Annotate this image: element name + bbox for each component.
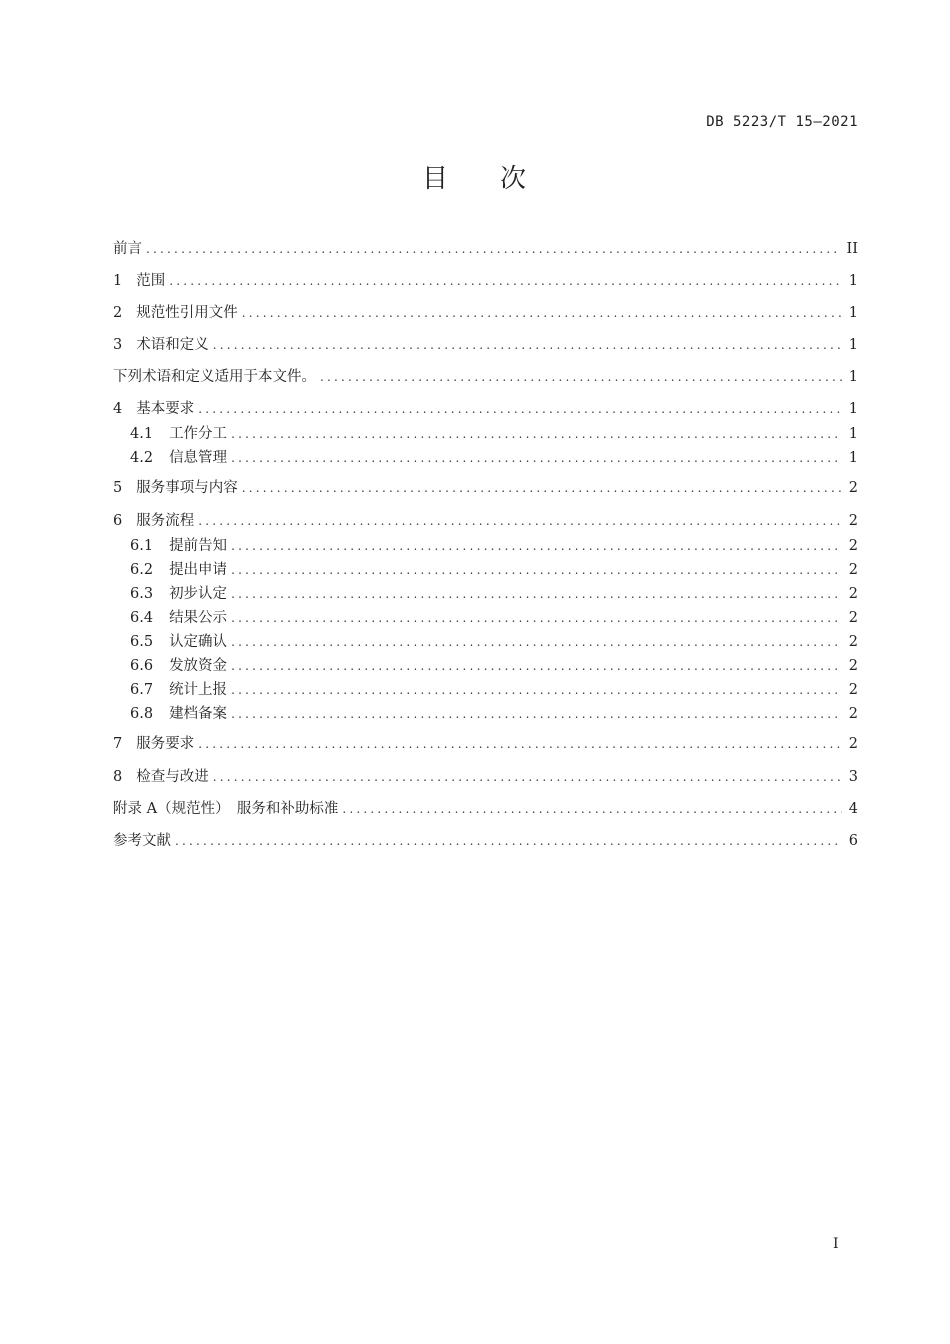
toc-entry[interactable] xyxy=(113,509,858,530)
toc-leader-dots xyxy=(146,242,841,256)
toc-entry-label: 检查与改进 xyxy=(136,769,209,785)
toc-leader-dots xyxy=(231,539,842,553)
toc-entry-page: 4 xyxy=(848,801,858,817)
toc-entry-page: 2 xyxy=(848,480,858,496)
toc-entry-page: 2 xyxy=(848,513,858,529)
toc-entry-label: 服务事项与内容 xyxy=(136,480,238,496)
toc-entry-label: 术语和定义 xyxy=(136,337,209,353)
toc-leader-dots xyxy=(231,683,842,697)
toc-entry-page: 2 xyxy=(848,562,858,578)
toc-entry-label: 发放资金 xyxy=(169,658,228,674)
toc-entry-number: 6.4 xyxy=(130,610,154,626)
toc-entry-label: 规范性引用文件 xyxy=(136,305,238,321)
toc-entry-number: 4.2 xyxy=(130,450,154,466)
toc-entry[interactable] xyxy=(113,237,858,258)
title-char-2: 次 xyxy=(500,164,529,194)
toc-entry-label: 建档备案 xyxy=(169,706,228,722)
toc-entry-page: II xyxy=(846,241,858,257)
toc-leader-dots xyxy=(231,587,842,601)
toc-entry-label: 提出申请 xyxy=(169,562,228,578)
toc-entry-number: 4 xyxy=(113,401,123,417)
toc-leader-dots xyxy=(231,659,842,673)
toc-entry-page: 2 xyxy=(848,610,858,626)
toc-entry-label: 范围 xyxy=(136,273,166,289)
toc-entry[interactable] xyxy=(113,476,858,497)
toc-leader-dots xyxy=(198,514,842,528)
toc-leader-dots xyxy=(231,635,842,649)
page-title xyxy=(0,158,950,195)
toc-entry-page: 1 xyxy=(848,401,858,417)
toc-entry-number: 6.8 xyxy=(130,706,154,722)
toc-entry[interactable] xyxy=(130,630,858,651)
toc-entry-number: 6.3 xyxy=(130,586,154,602)
toc-entry-number: 6.1 xyxy=(130,538,154,554)
toc-entry-label: 参考文献 xyxy=(113,833,171,849)
toc-entry-number: 1 xyxy=(113,273,123,289)
toc-entry[interactable] xyxy=(130,534,858,555)
toc-entry[interactable] xyxy=(113,397,858,418)
toc-entry[interactable] xyxy=(130,606,858,627)
toc-entry[interactable] xyxy=(113,333,858,354)
toc-entry-page: 1 xyxy=(848,337,858,353)
toc-leader-dots xyxy=(169,274,842,288)
toc-entry-label: 下列术语和定义适用于本文件。 xyxy=(113,369,316,385)
toc-entry-number: 8 xyxy=(113,769,123,785)
page-number: I xyxy=(833,1236,839,1252)
toc-entry-number: 4.1 xyxy=(130,426,154,442)
toc-entry[interactable] xyxy=(130,702,858,723)
toc-entry-page: 1 xyxy=(848,305,858,321)
toc-entry[interactable] xyxy=(130,678,858,699)
toc-entry-number: 2 xyxy=(113,305,123,321)
toc-entry-page: 2 xyxy=(848,634,858,650)
toc-entry-label: 统计上报 xyxy=(169,682,228,698)
toc-entry-label: 基本要求 xyxy=(136,401,195,417)
toc-entry-page: 2 xyxy=(848,706,858,722)
toc-entry-page: 1 xyxy=(848,450,858,466)
toc-entry-label: 初步认定 xyxy=(169,586,228,602)
toc-entry-label: 提前告知 xyxy=(169,538,228,554)
toc-leader-dots xyxy=(213,338,842,352)
toc-leader-dots xyxy=(175,834,842,848)
toc-entry[interactable] xyxy=(113,765,858,786)
toc-entry[interactable] xyxy=(113,269,858,290)
toc-entry[interactable] xyxy=(130,582,858,603)
toc-leader-dots xyxy=(231,451,842,465)
toc-entry-number: 7 xyxy=(113,736,123,752)
toc-entry[interactable] xyxy=(130,422,858,443)
toc-entry-page: 2 xyxy=(848,736,858,752)
title-char-1: 目 xyxy=(421,164,450,194)
toc-entry[interactable] xyxy=(113,829,858,850)
toc-entry[interactable] xyxy=(113,732,858,753)
toc-leader-dots xyxy=(213,770,842,784)
toc-leader-dots xyxy=(231,563,842,577)
toc-leader-dots xyxy=(242,306,842,320)
toc-entry-label: 工作分工 xyxy=(169,426,228,442)
toc-leader-dots xyxy=(320,370,842,384)
toc-entry-number: 3 xyxy=(113,337,123,353)
toc-entry-label: 认定确认 xyxy=(169,634,228,650)
toc-leader-dots xyxy=(198,402,842,416)
toc-entry-label: 服务流程 xyxy=(136,513,195,529)
toc-entry-page: 1 xyxy=(848,426,858,442)
toc-entry-number: 6.7 xyxy=(130,682,154,698)
toc-entry[interactable] xyxy=(130,654,858,675)
toc-entry-label: 结果公示 xyxy=(169,610,228,626)
toc-entry-label: 前言 xyxy=(113,241,142,257)
toc-entry-number: 6 xyxy=(113,513,123,529)
toc-entry-page: 1 xyxy=(848,369,858,385)
toc-entry-page: 2 xyxy=(848,538,858,554)
toc-entry-number: 6.6 xyxy=(130,658,154,674)
toc-entry-page: 2 xyxy=(848,682,858,698)
toc-leader-dots xyxy=(231,707,842,721)
toc-leader-dots xyxy=(198,737,842,751)
toc-leader-dots xyxy=(242,481,842,495)
toc-entry-page: 2 xyxy=(848,658,858,674)
toc-entry-page: 1 xyxy=(848,273,858,289)
toc-entry[interactable] xyxy=(113,301,858,322)
toc-entry-number: 5 xyxy=(113,480,123,496)
toc-entry-number: 6.5 xyxy=(130,634,154,650)
toc-leader-dots xyxy=(231,427,842,441)
toc-entry[interactable] xyxy=(113,797,858,818)
document-id: DB 5223/T 15—2021 xyxy=(706,114,858,130)
toc-entry-page: 2 xyxy=(848,586,858,602)
toc-entry-number: 6.2 xyxy=(130,562,154,578)
toc-entry-label: 信息管理 xyxy=(169,450,228,466)
toc-entry-label: 服务要求 xyxy=(136,736,195,752)
toc-leader-dots xyxy=(342,802,842,816)
toc-entry[interactable] xyxy=(130,558,858,579)
toc-entry[interactable] xyxy=(113,365,858,386)
toc-entry-label: 附录 A（规范性） 服务和补助标准 xyxy=(113,801,339,817)
toc-entry-page: 3 xyxy=(848,769,858,785)
toc-leader-dots xyxy=(231,611,842,625)
toc-entry[interactable] xyxy=(130,446,858,467)
toc-entry-page: 6 xyxy=(848,833,858,849)
